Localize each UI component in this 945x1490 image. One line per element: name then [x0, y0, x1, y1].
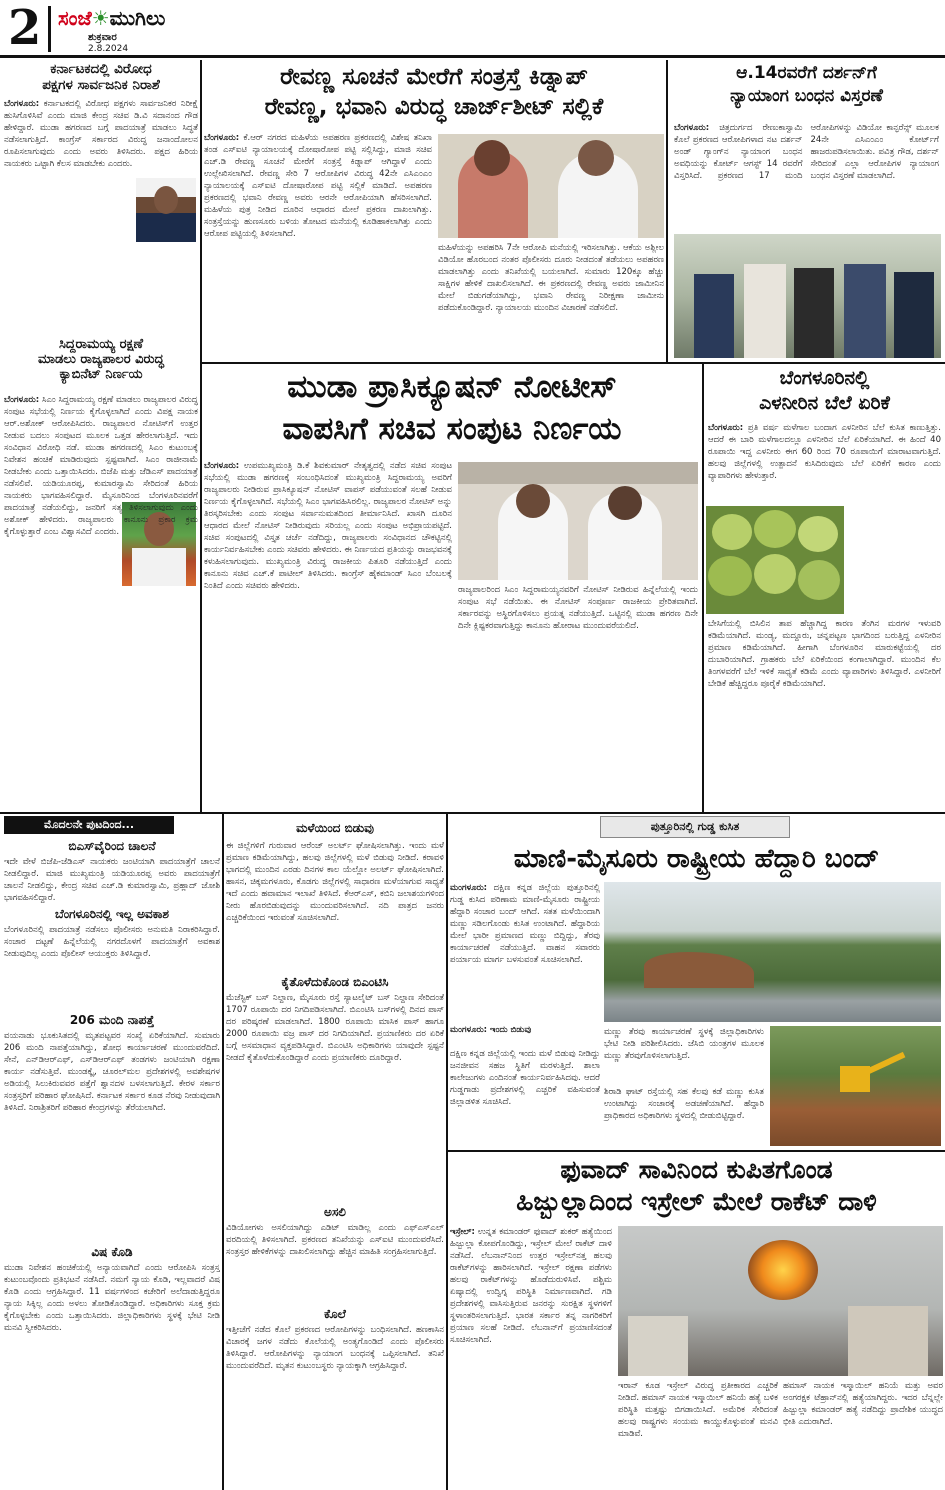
- row-divider: [0, 812, 945, 814]
- story-body-continued: ಇರಾನ್ ಕೂಡ ಇಸ್ರೇಲ್ ವಿರುದ್ಧ ಪ್ರತೀಕಾರದ ಎಚ್ಚರಿಕೆ ನೀಡಿದೆ. ಹಮಾಸ್ ನಾಯಕ ಇಸ್ಮಾಯಿಲ್ ಹನಿಯೆ ಹತ್ಯೆ ಬಳಿಕ ಪರಿಸ್ಥಿತಿ ಮತ್ತಷ್ಟು ಬಿಗಡಾಯಿಸಿದೆ. ಅಮೆರಿಕ ಸೇರಿದಂತೆ ಹಲವು ರಾಷ್ಟ್ರಗಳು ಸಂಯಮ ಕಾಯ್ದುಕೊಳ್ಳುವಂತೆ ಮನವಿ ಮಾಡಿವೆ.: [618, 1381, 778, 1439]
- masthead-divider: [48, 6, 51, 52]
- subhead: ಕೊಲೆ: [324, 1307, 346, 1321]
- body-text: ಉಪಮುಖ್ಯಮಂತ್ರಿ ಡಿ.ಕೆ ಶಿವಕುಮಾರ್ ನೇತೃತ್ವದಲ್ಲಿ ನಡೆದ ಸಚಿವ ಸಂಪುಟ ಸಭೆಯಲ್ಲಿ ಮುಡಾ ಹಗರಣಕ್ಕೆ ಸಂಬಂಧಿಸಿದಂತೆ ಮುಖ್ಯಮಂತ್ರಿ ಸಿದ್ದರಾಮಯ್ಯ ಅವರಿಗೆ ರಾಜ್ಯಪಾಲರು ನೀಡಿರುವ ಪ್ರಾಸಿಕ್ಯೂಷನ್ ನೋಟಿಸ್ ವಾಪಸ್ ಪಡೆಯುವಂತೆ ಸಲಹೆ ನೀಡುವ ನಿರ್ಣಯ ಕೈಗೊಳ್ಳಲಾಗಿದೆ. ಸಭೆಯಲ್ಲಿ ಸಿಎಂ ಭಾಗವಹಿಸಿರಲಿಲ್ಲ. ರಾಜ್ಯಪಾಲರ ನೋಟಿಸ್ ಅನ್ನು ತಿರಸ್ಕರಿಸಬೇಕು ಎಂದು ಸಂಪುಟ ಸರ್ವಾನುಮತದಿಂದ ತೀರ್ಮಾನಿಸಿದೆ. ಖಾಸಗಿ ದೂರಿನ ಆಧಾರದ ಮೇಲೆ ನೋಟಿಸ್ ನೀಡಿರುವುದು ಸರಿಯಲ್ಲ ಎಂದು ಸಂಪುಟ ಅಭಿಪ್ರಾಯಪಟ್ಟಿದೆ.: [204, 461, 452, 531]
- row-divider: [446, 1150, 945, 1152]
- story-revanna: [204, 62, 664, 360]
- headline-line: ವಾಪಸಿಗೆ ಸಚಿವ ಸಂಪುಟ ನಿರ್ಣಯ: [282, 411, 622, 447]
- story-headline: [204, 366, 700, 450]
- news-photo: [674, 234, 941, 358]
- story-body: [4, 394, 198, 808]
- subhead: ಬಿಎಸ್‌ವೈರಿಂದ ಚಾಲನೆ: [68, 839, 156, 853]
- story-headline: [450, 1154, 943, 1218]
- headline-line: ಬೆಂಗಳೂರಿನಲ್ಲಿ: [779, 367, 870, 389]
- story-bjp: [4, 62, 198, 332]
- row-divider: [200, 362, 945, 364]
- continued-strip: ಮೊದಲನೇ ಪುಟದಿಂದ...: [4, 816, 174, 834]
- story-headline: [670, 62, 943, 108]
- continued-body: ವಯನಾಡು ಭೂಕುಸಿತದಲ್ಲಿ ಮೃತಪಟ್ಟವರ ಸಂಖ್ಯೆ ಏರಿಕೆಯಾಗಿದೆ. ಸುಮಾರು 206 ಮಂದಿ ನಾಪತ್ತೆಯಾಗಿದ್ದು, ಶೋಧ ಕಾರ್ಯಾಚರಣೆ ಮುಂದುವರೆದಿದೆ. ಸೇನೆ, ಎನ್‌ಡಿಆರ್‌ಎಫ್, ಎಸ್‌ಡಿಆರ್‌ಎಫ್ ತಂಡಗಳು ಜಂಟಿಯಾಗಿ ರಕ್ಷಣಾ ಕಾರ್ಯ ನಡೆಸುತ್ತಿವೆ. ಮುಂಡಕ್ಕೈ, ಚೂರಲ್‌ಮಲ ಪ್ರದೇಶಗಳಲ್ಲಿ ಅವಶೇಷಗಳ ಅಡಿಯಲ್ಲಿ ಸಿಲುಕಿರುವವರ ಪತ್ತೆಗೆ ಶ್ವಾನದಳ ಬಳಸಲಾಗುತ್ತಿದೆ. ಕೇರಳ ಸರ್ಕಾರ ಸಂತ್ರಸ್ತರಿಗೆ ಪರಿಹಾರ ಘೋಷಿಸಿದೆ. ಕರ್ನಾಟಕ ಸರ್ಕಾರ ಕೂಡ ನೆರವು ನೀಡುವುದಾಗಿ ತಿಳಿಸಿದೆ. ನಿರಾಶ್ರಿತರಿಗೆ ಪರಿಹಾರ ಕೇಂದ್ರಗಳನ್ನು ತೆರೆಯಲಾಗಿದೆ.: [4, 1031, 220, 1113]
- subhead: ಕೈತೊಳೆದುಕೊಂಡ ಬಿಎಂಟಿಸಿ: [281, 975, 389, 989]
- headline-line: ರೇವಣ್ಣ, ಭವಾನಿ ವಿರುದ್ಧ ಚಾರ್ಜ್‌ಶೀಟ್ ಸಲ್ಲಿಕೆ: [264, 94, 604, 120]
- brand-part2: ಮುಗಿಲು: [109, 6, 166, 30]
- headline-line: ನ್ಯಾಯಾಂಗ ಬಂಧನ ವಿಸ್ತರಣೆ: [730, 86, 883, 106]
- page-number: 2: [8, 0, 42, 56]
- continued-column: [4, 816, 220, 1488]
- body-text: ಸಿಎಂ ಸಿದ್ದರಾಮಯ್ಯ ರಕ್ಷಣೆ ಮಾಡಲು ರಾಜ್ಯಪಾಲರ ವಿರುದ್ಧ ಸಂಪುಟ ಸಭೆಯಲ್ಲಿ ನಿರ್ಣಯ ಕೈಗೊಳ್ಳಲಾಗಿದೆ ಎಂದು ವಿಪಕ್ಷ ನಾಯಕ ಆರ್.ಅಶೋಕ್ ಆರೋಪಿಸಿದರು. ರಾಜ್ಯಪಾಲರ ನೋಟಿಸ್‌ಗೆ ಉತ್ತರ ನೀಡುವ ಬದಲು ಸಂಪುಟದ ಮೂಲಕ ಒತ್ತಡ ಹೇರಲಾಗುತ್ತಿದೆ. ಇದು ಸಂವಿಧಾನ ವಿರೋಧಿ ನಡೆ. ಮುಡಾ ಹಗರಣದಲ್ಲಿ ಸಿಎಂ ಕುಟುಂಬಕ್ಕೆ ನಿವೇಶನ ಹಂಚಿಕೆ ಮಾಡಿರುವುದು ಸ್ಪಷ್ಟವಾಗಿದೆ. ಸಿಎಂ ರಾಜೀನಾಮೆ ನೀಡಬೇಕು ಎಂದು ಒತ್ತಾಯಿಸಿದರು. ಬಿಜೆಪಿ ಮತ್ತು ಜೆಡಿಎಸ್ ಪಾದಯಾತ್ರೆ ನಡೆಸಲಿವೆ. ಯಡಿಯೂರಪ್ಪ, ಕುಮಾರಸ್ವಾಮಿ ಸೇರಿದಂತೆ ಹಿರಿಯ ನಾಯಕರು ಭಾಗವಹಿಸಲಿದ್ದಾರೆ. ಮೈಸೂರಿನಿಂದ ಬೆಂಗಳೂರಿನವರೆಗೆ ಪಾದಯಾತ್ರೆ ನಡೆಯಲಿದ್ದು, ಜನರಿಗೆ ಸತ್ಯ ತಿಳಿಸಲಾಗುವುದು ಎಂದು ಅಶೋಕ್ ಹೇಳಿದರು. ರಾಜ್ಯಪಾಲರು ಕಾನೂನು ಪ್ರಕಾರ ಕ್ರಮ ಕೈಗೊಳ್ಳುತ್ತಾರೆ ಎಂಬ ವಿಶ್ವಾಸವಿದೆ ಎಂದರು.: [4, 395, 198, 537]
- dateline: ಬೆಂಗಳೂರು:: [204, 133, 240, 143]
- story-body: [204, 132, 432, 358]
- body-text: ಗಡಿ ಪ್ರದೇಶಗಳಲ್ಲಿ ವಾಸಿಸುತ್ತಿರುವ ಜನರನ್ನು ಸುರಕ್ಷಿತ ಸ್ಥಳಗಳಿಗೆ ಸ್ಥಳಾಂತರಿಸಲಾಗುತ್ತಿದೆ. ಭಾರತ ಸರ್ಕಾರ ತನ್ನ ನಾಗರಿಕರಿಗೆ ಪ್ರಯಾಣ ಸಲಹೆ ನೀಡಿದೆ. ಲೆಬನಾನ್‌ಗೆ ಪ್ರಯಾಣಿಸದಂತೆ ಸೂಚಿಸಲಾಗಿದೆ.: [450, 1287, 612, 1345]
- brand-logo: [58, 6, 165, 30]
- story-body: ದಕ್ಷಿಣ ಕನ್ನಡ ಜಿಲ್ಲೆಯಲ್ಲಿ ಇಂದು ಮಳೆ ಬಿಡುವು ನೀಡಿದ್ದು ಜನಜೀವನ ಸಹಜ ಸ್ಥಿತಿಗೆ ಮರಳುತ್ತಿದೆ. ಶಾಲಾ ಕಾಲೇಜುಗಳು ಎಂದಿನಂತೆ ಕಾರ್ಯನಿರ್ವಹಿಸಿದವು. ಆದರೆ ಗುಡ್ಡಗಾಡು ಪ್ರದೇಶಗಳಲ್ಲಿ ಎಚ್ಚರಿಕೆ ವಹಿಸುವಂತೆ ಜಿಲ್ಲಾಡಳಿತ ಸೂಚಿಸಿದೆ.: [450, 1049, 600, 1107]
- story-body-continued: ಮಹಿಳೆಯನ್ನು ಅಪಹರಿಸಿ 7ನೇ ಆರೋಪಿ ಮನೆಯಲ್ಲಿ ಇರಿಸಲಾಗಿತ್ತು. ಆಕೆಯ ಅಶ್ಲೀಲ ವಿಡಿಯೋ ಹೊರಬಂದ ನಂತರ ಪೊಲೀಸರು ದೂರು ನೀಡದಂತೆ ತಡೆಯಲು ಅಪಹರಣ ಮಾಡಲಾಗಿತ್ತು ಎಂದು ತನಿಖೆಯಲ್ಲಿ ಬಯಲಾಗಿದೆ. ಸುಮಾರು 120ಕ್ಕೂ ಹೆಚ್ಚು ಸಾಕ್ಷಿಗಳ ಹೇಳಿಕೆ ದಾಖಲಿಸಲಾಗಿದೆ. ಈ ಪ್ರಕರಣದಲ್ಲಿ ರೇವಣ್ಣ ಅವರು ಜಾಮೀನಿನ ಮೇಲೆ ಬಿಡುಗಡೆಯಾಗಿದ್ದು, ಭವಾನಿ ರೇವಣ್ಣ ನಿರೀಕ್ಷಣಾ ಜಾಮೀನು ಪಡೆದುಕೊಂಡಿದ್ದಾರೆ. ನ್ಯಾಯಾಲಯ ಮುಂದಿನ ವಿಚಾರಣೆ ನಡೆಸಲಿದೆ.: [438, 243, 664, 313]
- issue-day: ಶುಕ್ರವಾರ: [88, 32, 117, 43]
- story-body: [708, 422, 941, 500]
- story-body-continued: ಶಿರಾಡಿ ಘಾಟ್ ರಸ್ತೆಯಲ್ಲಿ ಸಹ ಕೆಲವು ಕಡೆ ಮಣ್ಣು ಕುಸಿತ ಉಂಟಾಗಿದ್ದು ಸಂಚಾರಕ್ಕೆ ಅಡಚಣೆಯಾಗಿದೆ. ಹೆದ್ದಾರಿ ಪ್ರಾಧಿಕಾರದ ಅಧಿಕಾರಿಗಳು ಸ್ಥಳದಲ್ಲಿ ಬೀಡುಬಿಟ್ಟಿದ್ದಾರೆ.: [604, 1087, 764, 1121]
- story-landslide: [450, 816, 943, 1148]
- story-body-continued: ಹಮಾಸ್ ನಾಯಕ ಇಸ್ಮಾಯಿಲ್ ಹನಿಯೆ ಮತ್ತು ಅವರ ಅಂಗರಕ್ಷಕ ಟೆಹ್ರಾನ್‌ನಲ್ಲಿ ಹತ್ಯೆಯಾಗಿದ್ದರು. ಇದರ ಬೆನ್ನಲ್ಲೇ ಹಿಜ್ಬುಲ್ಲಾ ಕಮಾಂಡರ್ ಹತ್ಯೆ ನಡೆದಿದ್ದು ಪ್ರಾದೇಶಿಕ ಯುದ್ಧದ ಭೀತಿ ಎದುರಾಗಿದೆ.: [783, 1381, 943, 1427]
- story-body: [450, 1226, 612, 1488]
- headline-line: ಮುಡಾ ಪ್ರಾಸಿಕ್ಯೂಷನ್ ನೋಟೀಸ್: [287, 369, 617, 405]
- story-body: [204, 460, 452, 810]
- coconut-photo: [706, 506, 844, 614]
- story-israel: [450, 1154, 943, 1488]
- subhead: ಅಸಲಿ: [324, 1205, 346, 1219]
- body-text: ಉನ್ನತ ಕಮಾಂಡರ್ ಫುವಾದ್ ಶುಕರ್ ಹತ್ಯೆಯಿಂದ ಹಿಜ್ಬುಲ್ಲಾ ಕೋಪಗೊಂಡಿದ್ದು, ಇಸ್ರೇಲ್ ಮೇಲೆ ರಾಕೆಟ್ ದಾಳಿ ನಡೆಸಿದೆ. ಲೆಬನಾನ್‌ನಿಂದ ಉತ್ತರ ಇಸ್ರೇಲ್‌ನತ್ತ ಹಲವು ರಾಕೆಟ್‌ಗಳನ್ನು ಹಾರಿಸಲಾಗಿದೆ. ಇಸ್ರೇಲ್ ರಕ್ಷಣಾ ಪಡೆಗಳು ಹಲವು ರಾಕೆಟ್‌ಗಳನ್ನು ಹೊಡೆದುರುಳಿಸಿವೆ. ಪಶ್ಚಿಮ ಏಷ್ಯಾದಲ್ಲಿ ಉದ್ವಿಗ್ನ ಪರಿಸ್ಥಿತಿ ನಿರ್ಮಾಣವಾಗಿದೆ.: [450, 1227, 612, 1297]
- body-text: ಪ್ರತಿ ವರ್ಷ ಮಳೆಗಾಲ ಬಂದಾಗ ಎಳನೀರಿನ ಬೆಲೆ ಕುಸಿತ ಕಾಣುತ್ತಿತ್ತು. ಆದರೆ ಈ ಬಾರಿ ಮಳೆಗಾಲದಲ್ಲೂ ಎಳನೀರಿನ ಬೆಲೆ ಏರಿಕೆಯಾಗಿದೆ. ಈ ಹಿಂದೆ 40 ರೂಪಾಯಿ ಇದ್ದ ಎಳನೀರು ಈಗ 60 ರಿಂದ 70 ರೂಪಾಯಿಗೆ ಮಾರಾಟವಾಗುತ್ತಿದೆ. ಹಲವು ಜಿಲ್ಲೆಗಳಲ್ಲಿ ಉತ್ಪಾದನೆ ಕುಸಿದಿರುವುದು ಬೆಲೆ ಏರಿಕೆಗೆ ಕಾರಣ ಎಂದು ವ್ಯಾಪಾರಿಗಳು ಹೇಳುತ್ತಾರೆ.: [708, 423, 941, 481]
- story-body-side: [848, 506, 943, 614]
- photo-caption: ಮಣ್ಣು ತೆರವು ಕಾರ್ಯಾಚರಣೆ ಸ್ಥಳಕ್ಕೆ ಜಿಲ್ಲಾಧಿಕಾರಿಗಳು ಭೇಟಿ ನೀಡಿ ಪರಿಶೀಲಿಸಿದರು. ಜೆಸಿಬಿ ಯಂತ್ರಗಳ ಮೂಲಕ ಮಣ್ಣು ತೆರವುಗೊಳಿಸಲಾಗುತ್ತಿದೆ.: [604, 1027, 764, 1061]
- brand-part1: ಸಂಜೆ: [58, 6, 92, 30]
- body-text: ದಕ್ಷಿಣ ಕನ್ನಡ ಜಿಲ್ಲೆಯ ಪುತ್ತೂರಿನಲ್ಲಿ ಗುಡ್ಡ ಕುಸಿದ ಪರಿಣಾಮ ಮಾಣಿ-ಮೈಸೂರು ರಾಷ್ಟ್ರೀಯ ಹೆದ್ದಾರಿ ಸಂಚಾರ ಬಂದ್ ಆಗಿದೆ. ಸತತ ಮಳೆಯಿಂದಾಗಿ ಮಣ್ಣು ಸಡಿಲಗೊಂಡು ಕುಸಿತ ಉಂಟಾಗಿದೆ. ಹೆದ್ದಾರಿಯ ಮೇಲೆ ಭಾರೀ ಪ್ರಮಾಣದ ಮಣ್ಣು ಬಿದ್ದಿದ್ದು, ತೆರವು ಕಾರ್ಯಾಚರಣೆ ನಡೆಯುತ್ತಿದೆ. ವಾಹನ ಸವಾರರು ಪರ್ಯಾಯ ಮಾರ್ಗ ಬಳಸುವಂತೆ ಸೂಚಿಸಲಾಗಿದೆ.: [450, 883, 601, 965]
- dateline: ಬೆಂಗಳೂರು:: [4, 395, 40, 405]
- story-body-continued: ಬೇಸಿಗೆಯಲ್ಲಿ ಬಿಸಿಲಿನ ತಾಪ ಹೆಚ್ಚಾಗಿದ್ದ ಕಾರಣ ತೆಂಗಿನ ಮರಗಳ ಇಳುವರಿ ಕಡಿಮೆಯಾಗಿದೆ. ಮಂಡ್ಯ, ಮದ್ದೂರು, ಚನ್ನಪಟ್ಟಣ ಭಾಗದಿಂದ ಬರುತ್ತಿದ್ದ ಎಳನೀರಿನ ಪ್ರಮಾಣ ಕಡಿಮೆಯಾಗಿದೆ. ಹೀಗಾಗಿ ಬೆಂಗಳೂರಿನ ಮಾರುಕಟ್ಟೆಯಲ್ಲಿ ದರ ದುಬಾರಿಯಾಗಿದೆ. ಗ್ರಾಹಕರು ಬೆಲೆ ಏರಿಕೆಯಿಂದ ಕಂಗಾಲಾಗಿದ್ದಾರೆ. ಮುಂದಿನ ಕೆಲ ತಿಂಗಳವರೆಗೆ ಬೆಲೆ ಇಳಿಕೆ ಸಾಧ್ಯತೆ ಕಡಿಮೆ ಎಂದು ವ್ಯಾಪಾರಿಗಳು ತಿಳಿಸಿದ್ದಾರೆ. ಎಳನೀರಿಗೆ ಬೇಡಿಕೆ ಹೆಚ್ಚಿದ್ದರೂ ಪೂರೈಕೆ ಕಡಿಮೆಯಾಗಿದೆ.: [708, 619, 941, 689]
- subhead: 206 ಮಂದಿ ನಾಪತ್ತೆ: [69, 1013, 155, 1027]
- headline-line: ಸಿದ್ದರಾಮಯ್ಯ ರಕ್ಷಣೆ: [59, 338, 143, 352]
- column-divider: [666, 60, 668, 362]
- body-text: ಕೆ.ಆರ್ ನಗರದ ಮಹಿಳೆಯ ಅಪಹರಣ ಪ್ರಕರಣದಲ್ಲಿ ವಿಶೇಷ ತನಿಖಾ ತಂಡ ಎಸ್‌ಐಟಿ ನ್ಯಾಯಾಲಯಕ್ಕೆ ದೋಷಾರೋಪ ಪಟ್ಟಿ ಸಲ್ಲಿಸಿದ್ದು, ಮಾಜಿ ಸಚಿವ ಎಚ್.ಡಿ ರೇವಣ್ಣ ಸೂಚನೆ ಮೇರೆಗೆ ಸಂತ್ರಸ್ತೆ ಕಿಡ್ನಾಪ್ ಆಗಿದ್ದಾಳೆ ಎಂದು ಉಲ್ಲೇಖಿಸಲಾಗಿದೆ. ರೇವಣ್ಣ ಸೇರಿ 7 ಆರೋಪಿಗಳ ವಿರುದ್ಧ 42ನೇ ಎಸಿಎಂಎಂ ನ್ಯಾಯಾಲಯಕ್ಕೆ ಎಸ್‌ಐಟಿ ದೋಷಾರೋಪ ಪಟ್ಟಿ ಸಲ್ಲಿಕೆ ಮಾಡಿದೆ. ಅಪಹರಣ ಪ್ರಕರಣದಲ್ಲಿ ಭವಾನಿ ರೇವಣ್ಣ ಅವರು ಆರನೇ ಆರೋಪಿಯಾಗಿ ಹೆಸರಿಸಲಾಗಿದೆ. ಮಹಿಳೆಯ ಪುತ್ರ ನೀಡಿದ ದೂರಿನ ಆಧಾರದ ಮೇಲೆ ಪ್ರಕರಣ ದಾಖಲಾಗಿತ್ತು. ಸಂತ್ರಸ್ತೆಯನ್ನು ಹುಣಸೂರು ಬಳಿಯ ತೋಟದ ಮನೆಯಲ್ಲಿ ಕೂಡಿಹಾಕಲಾಗಿತ್ತು ಎಂದು ಆರೋಪ ಪಟ್ಟಿಯಲ್ಲಿ ತಿಳಿಸಲಾಗಿದೆ.: [204, 133, 432, 239]
- headline-line: ರೇವಣ್ಣ ಸೂಚನೆ ಮೇರೆಗೆ ಸಂತ್ರಸ್ತೆ ಕಿಡ್ನಾಪ್: [280, 64, 588, 90]
- dateline: ಇಸ್ರೇಲ್:: [450, 1227, 475, 1237]
- continued-body: ಇದೇ ವೇಳೆ ಬಿಜೆಪಿ-ಜೆಡಿಎಸ್ ನಾಯಕರು ಜಂಟಿಯಾಗಿ ಪಾದಯಾತ್ರೆಗೆ ಚಾಲನೆ ನೀಡಲಿದ್ದಾರೆ. ಮಾಜಿ ಮುಖ್ಯಮಂತ್ರಿ ಯಡಿಯೂರಪ್ಪ ಅವರು ಪಾದಯಾತ್ರೆಗೆ ಚಾಲನೆ ನೀಡಲಿದ್ದು, ಕೇಂದ್ರ ಸಚಿವ ಎಚ್.ಡಿ ಕುಮಾರಸ್ವಾಮಿ, ಪ್ರಹ್ಲಾದ್ ಜೋಶಿ ಭಾಗವಹಿಸಲಿದ್ದಾರೆ.: [4, 857, 220, 903]
- headline-line: ಆ.14ರವರೆಗೆ ದರ್ಶನ್‌ಗೆ: [736, 63, 877, 83]
- masthead: [0, 0, 945, 58]
- body-text: ಕರ್ನಾಟಕದಲ್ಲಿ ವಿರೋಧ ಪಕ್ಷಗಳು ಸಾರ್ವಜನಿಕರ ನಿರೀಕ್ಷೆ ಹುಸಿಗೊಳಿಸಿವೆ ಎಂದು ಮಾಜಿ ಕೇಂದ್ರ ಸಚಿವ ಡಿ.ವಿ ಸದಾನಂದ ಗೌಡ ಹೇಳಿದ್ದಾರೆ. ಮುಡಾ ಹಗರಣದ ಬಗ್ಗೆ ಪಾದಯಾತ್ರೆ ಮಾಡಲು ಸಿದ್ಧತೆ ನಡೆಸಲಾಗುತ್ತಿದೆ. ಕಾಂಗ್ರೆಸ್ ಸರ್ಕಾರದ ವಿರುದ್ಧ ಜನಾಂದೋಲನ ರೂಪಿಸಲಾಗುವುದು ಎಂದು ಅವರು ತಿಳಿಸಿದರು. ಪಕ್ಷದ ಹಿರಿಯ ನಾಯಕರು ಒಟ್ಟಾಗಿ ಕೆಲಸ ಮಾಡಬೇಕು ಎಂದರು.: [4, 99, 198, 169]
- body-text: ಸಚಿವ ಸಂಪುಟದಲ್ಲಿ ವಿಸ್ತೃತ ಚರ್ಚೆ ನಡೆದಿದ್ದು, ರಾಜ್ಯಪಾಲರು ಸಂವಿಧಾನದ ಚೌಕಟ್ಟಿನಲ್ಲಿ ಕಾರ್ಯನಿರ್ವಹಿಸಬೇಕು ಎಂದು ಸಚಿವರು ಹೇಳಿದರು. ಈ ನಿರ್ಣಯದ ಪ್ರತಿಯನ್ನು ರಾಜಭವನಕ್ಕೆ ಕಳುಹಿಸಲಾಗುವುದು. ಮುಖ್ಯಮಂತ್ರಿ ವಿರುದ್ಧ ರಾಜಕೀಯ ಪಿತೂರಿ ನಡೆಯುತ್ತಿದೆ ಎಂದು ಕಾನೂನು ಸಚಿವ ಎಚ್.ಕೆ ಪಾಟೀಲ್ ತಿಳಿಸಿದರು. ಕಾಂಗ್ರೆಸ್ ಹೈಕಮಾಂಡ್ ಸಿಎಂ ಬೆಂಬಲಕ್ಕೆ ನಿಂತಿದೆ ಎಂದು ಸಚಿವರು ಹೇಳಿದರು.: [204, 533, 452, 591]
- story-governor: [4, 338, 198, 810]
- story-headline: [204, 62, 664, 122]
- column-divider: [200, 60, 202, 812]
- subhead: ಮಂಗಳೂರು: ಇಂದು ಬಿಡುವು: [450, 1025, 532, 1035]
- story-muda: [204, 366, 700, 810]
- subhead: ಮಳೆಯಿಂದ ಬಿಡುವು: [296, 821, 374, 835]
- headline-line: ಹಿಜ್ಬುಲ್ಲಾದಿಂದ ಇಸ್ರೇಲ್ ಮೇಲೆ ರಾಕೆಟ್ ದಾಳಿ: [516, 1187, 877, 1216]
- dateline: ಬೆಂಗಳೂರು:: [4, 99, 40, 109]
- story-body: [674, 122, 939, 230]
- story-headline: [706, 366, 943, 416]
- dateline: ಬೆಂಗಳೂರು:: [204, 461, 240, 471]
- issue-date: 2.8.2024: [88, 44, 129, 54]
- column-divider: [222, 814, 224, 1490]
- story-headline: [4, 62, 198, 93]
- story-body-continued: ರಾಜ್ಯಪಾಲರಿಂದ ಸಿಎಂ ಸಿದ್ದರಾಮಯ್ಯನವರಿಗೆ ನೋಟಿಸ್ ನೀಡಿರುವ ಹಿನ್ನೆಲೆಯಲ್ಲಿ ಇಂದು ಸಂಪುಟ ಸಭೆ ನಡೆಯಿತು. ಈ ನೋಟಿಸ್ ಸಂಪೂರ್ಣ ರಾಜಕೀಯ ಪ್ರೇರಿತವಾಗಿದೆ. ಸರ್ಕಾರವನ್ನು ಅಸ್ಥಿರಗೊಳಿಸಲು ಪ್ರಯತ್ನ ನಡೆಯುತ್ತಿದೆ. ಒಟ್ಟಿನಲ್ಲಿ ಮುಡಾ ಹಗರಣ ದಿನೇ ದಿನೇ ಕ್ಲಿಷ್ಟಕರವಾಗುತ್ತಿದ್ದು ಕಾನೂನು ಹೋರಾಟ ಮುಂದುವರೆಯಲಿದೆ.: [458, 585, 698, 631]
- headline-line: ಕ್ಯಾಬಿನೆಟ್ ನಿರ್ಣಯ: [59, 366, 143, 382]
- story-headline: [4, 338, 198, 383]
- subhead: ವಿಷ ಕೊಡಿ: [91, 1245, 133, 1259]
- story-rain: [226, 816, 444, 1488]
- headline-line: ಕರ್ನಾಟಕದಲ್ಲಿ ವಿರೋಧ: [50, 62, 152, 77]
- rocket-strike-photo: [618, 1226, 943, 1376]
- dateline: ಬೆಂಗಳೂರು:: [708, 423, 744, 433]
- dateline: ಬೆಂಗಳೂರು:: [674, 123, 710, 133]
- excavator-photo: [770, 1026, 941, 1146]
- story-body: ಈ ಜಿಲ್ಲೆಗಳಿಗೆ ಗುರುವಾರ ಆರೆಂಜ್ ಅಲರ್ಟ್ ಘೋಷಿಸಲಾಗಿತ್ತು. ಇಂದು ಮಳೆ ಪ್ರಮಾಣ ಕಡಿಮೆಯಾಗಿದ್ದು, ಹಲವು ಜಿಲ್ಲೆಗಳಲ್ಲಿ ಮಳೆ ಬಿಡುವು ನೀಡಿದೆ. ಕರಾವಳಿ ಭಾಗದಲ್ಲಿ ಮುಂದಿನ ಎರಡು ದಿನಗಳ ಕಾಲ ಯೆಲ್ಲೋ ಅಲರ್ಟ್ ಘೋಷಿಸಲಾಗಿದೆ. ಹಾಸನ, ಚಿಕ್ಕಮಗಳೂರು, ಕೊಡಗು ಜಿಲ್ಲೆಗಳಲ್ಲಿ ಸಾಧಾರಣ ಮಳೆಯಾಗುವ ಸಾಧ್ಯತೆ ಇದೆ ಎಂದು ಹವಾಮಾನ ಇಲಾಖೆ ತಿಳಿಸಿದೆ. ಕೆಆರ್‌ಎಸ್, ಕಬಿನಿ ಜಲಾಶಯಗಳಿಂದ ನೀರು ಹೊರಬಿಡುವುದನ್ನು ಮುಂದುವರಿಸಲಾಗಿದೆ. ನದಿ ಪಾತ್ರದ ಜನರು ಎಚ್ಚರಿಕೆಯಿಂದ ಇರುವಂತೆ ಸೂಚಿಸಲಾಗಿದೆ.: [226, 841, 444, 923]
- column-divider: [446, 814, 448, 1490]
- story-darshan: [670, 62, 943, 360]
- continued-body: ಬೆಂಗಳೂರಿನಲ್ಲಿ ಪಾದಯಾತ್ರೆ ನಡೆಸಲು ಪೊಲೀಸರು ಅನುಮತಿ ನಿರಾಕರಿಸಿದ್ದಾರೆ. ಸಂಚಾರ ದಟ್ಟಣೆ ಹಿನ್ನೆಲೆಯಲ್ಲಿ ನಗರದೊಳಗೆ ಪಾದಯಾತ್ರೆಗೆ ಅವಕಾಶ ನೀಡುವುದಿಲ್ಲ ಎಂದು ಪೊಲೀಸ್ ಆಯುಕ್ತರು ತಿಳಿಸಿದ್ದಾರೆ.: [4, 925, 220, 959]
- story-body: [4, 98, 198, 330]
- news-photo: [438, 134, 664, 238]
- story-body: ಮೆಜೆಸ್ಟಿಕ್ ಬಸ್ ನಿಲ್ದಾಣ, ಮೈಸೂರು ರಸ್ತೆ ಸ್ಯಾಟಲೈಟ್ ಬಸ್ ನಿಲ್ದಾಣ ಸೇರಿದಂತೆ 1707 ರೂಪಾಯಿ ದರ ನಿಗದಿಪಡಿಸಲಾಗಿದೆ. ಬಿಎಂಟಿಸಿ ಬಸ್‌ಗಳಲ್ಲಿ ದಿನದ ಪಾಸ್ ದರ ಪರಿಷ್ಕರಣೆ ಮಾಡಲಾಗಿದೆ. 1800 ರೂಪಾಯಿ ಮಾಸಿಕ ಪಾಸ್ ಹಾಗೂ 2000 ರೂಪಾಯಿ ವಜ್ರ ಪಾಸ್ ದರ ನಿಗದಿಯಾಗಿದೆ. ಪ್ರಯಾಣಿಕರು ದರ ಏರಿಕೆ ಬಗ್ಗೆ ಅಸಮಾಧಾನ ವ್ಯಕ್ತಪಡಿಸಿದ್ದಾರೆ. ಬಿಎಂಟಿಸಿ ಅಧಿಕಾರಿಗಳು ಯಾವುದೇ ಸ್ಪಷ್ಟನೆ ನೀಡದೆ ಕೈತೊಳೆದುಕೊಂಡಿದ್ದಾರೆ ಎಂದು ಪ್ರಯಾಣಿಕರು ದೂರಿದ್ದಾರೆ.: [226, 993, 444, 1063]
- story-coconut: [706, 366, 943, 810]
- landslide-photo: [604, 882, 941, 1022]
- story-body: ವಿಡಿಯೋಗಳು ಅಸಲಿಯಾಗಿದ್ದು ಎಡಿಟ್ ಮಾಡಿಲ್ಲ ಎಂದು ಎಫ್‌ಎಸ್‌ಎಲ್ ವರದಿಯಲ್ಲಿ ತಿಳಿಸಲಾಗಿದೆ. ಪ್ರಕರಣದ ತನಿಖೆಯನ್ನು ಎಸ್‌ಐಟಿ ಮುಂದುವರೆಸಿದೆ. ಸಂತ್ರಸ್ತರ ಹೇಳಿಕೆಗಳನ್ನು ದಾಖಲಿಸಲಾಗಿದ್ದು ಹೆಚ್ಚಿನ ಮಾಹಿತಿ ಸಂಗ್ರಹಿಸಲಾಗುತ್ತಿದೆ.: [226, 1223, 444, 1257]
- subhead: ಬೆಂಗಳೂರಿನಲ್ಲಿ ಇಲ್ಲ ಅವಕಾಶ: [55, 907, 169, 921]
- sun-icon: ☀: [91, 6, 110, 30]
- kicker-tag: ಪುತ್ತೂರಿನಲ್ಲಿ ಗುಡ್ಡ ಕುಸಿತ: [600, 816, 790, 838]
- column-divider: [702, 364, 704, 812]
- body-text: ಚಿತ್ರದುರ್ಗದ ರೇಣುಕಾಸ್ವಾಮಿ ಕೊಲೆ ಪ್ರಕರಣದ ಆರೋಪಿಗಳಾದ ನಟ ದರ್ಶನ್ ಅಂಡ್ ಗ್ಯಾಂಗ್‌ನ ನ್ಯಾಯಾಂಗ ಬಂಧನ ಅವಧಿಯನ್ನು ಕೋರ್ಟ್ ಆಗಸ್ಟ್ 14 ರವರೆಗೆ ವಿಸ್ತರಿಸಿದೆ. ಪ್ರಕರಣದ 17 ಮಂದಿ ಆರೋಪಿಗಳನ್ನು ವಿಡಿಯೋ ಕಾನ್ಫರೆನ್ಸ್ ಮೂಲಕ 24ನೇ ಎಸಿಎಂಎಂ ಕೋರ್ಟ್‌ಗೆ ಹಾಜರುಪಡಿಸಲಾಯಿತು. ಪವಿತ್ರ ಗೌಡ, ದರ್ಶನ್ ಸೇರಿದಂತೆ ಎಲ್ಲಾ ಆರೋಪಿಗಳ ನ್ಯಾಯಾಂಗ ಬಂಧನ ವಿಸ್ತರಣೆ ಮಾಡಲಾಗಿದೆ.: [674, 123, 939, 181]
- headline-line: ಪಕ್ಷಗಳ ಸಾರ್ವಜನಿಕ ನಿರಾಶೆ: [42, 76, 160, 93]
- story-body: ಇತ್ತೀಚೆಗೆ ನಡೆದ ಕೊಲೆ ಪ್ರಕರಣದ ಆರೋಪಿಗಳನ್ನು ಬಂಧಿಸಲಾಗಿದೆ. ಹಣಕಾಸಿನ ವಿಚಾರಕ್ಕೆ ಜಗಳ ನಡೆದು ಕೊಲೆಯಲ್ಲಿ ಅಂತ್ಯಗೊಂಡಿದೆ ಎಂದು ಪೊಲೀಸರು ತಿಳಿಸಿದ್ದಾರೆ. ಆರೋಪಿಗಳನ್ನು ನ್ಯಾಯಾಂಗ ಬಂಧನಕ್ಕೆ ಒಪ್ಪಿಸಲಾಗಿದೆ. ತನಿಖೆ ಮುಂದುವರೆದಿದೆ. ಮೃತನ ಕುಟುಂಬಸ್ಥರು ನ್ಯಾಯಕ್ಕಾಗಿ ಆಗ್ರಹಿಸಿದ್ದಾರೆ.: [226, 1325, 444, 1371]
- headline-line: ಮಾಡಲು ರಾಜ್ಯಪಾಲರ ವಿರುದ್ಧ: [38, 351, 164, 367]
- news-photo: [458, 462, 698, 580]
- continued-body: ಮುಡಾ ನಿವೇಶನ ಹಂಚಿಕೆಯಲ್ಲಿ ಅನ್ಯಾಯವಾಗಿದೆ ಎಂದು ಆರೋಪಿಸಿ ಸಂತ್ರಸ್ತ ಕುಟುಂಬವೊಂದು ಪ್ರತಿಭಟನೆ ನಡೆಸಿದೆ. ನಮಗೆ ನ್ಯಾಯ ಕೊಡಿ, ಇಲ್ಲವಾದರೆ ವಿಷ ಕೊಡಿ ಎಂದು ಆಗ್ರಹಿಸಿದ್ದಾರೆ. 11 ವರ್ಷಗಳಿಂದ ಕಚೇರಿಗೆ ಅಲೆದಾಡುತ್ತಿದ್ದರೂ ನ್ಯಾಯ ಸಿಕ್ಕಿಲ್ಲ ಎಂದು ಅಳಲು ತೋಡಿಕೊಂಡಿದ್ದಾರೆ. ಅಧಿಕಾರಿಗಳು ಸೂಕ್ತ ಕ್ರಮ ಕೈಗೊಳ್ಳಬೇಕು ಎಂದು ಒತ್ತಾಯಿಸಿದರು. ಜಿಲ್ಲಾಧಿಕಾರಿಗಳು ಸ್ಥಳಕ್ಕೆ ಭೇಟಿ ನೀಡಿ ಮನವಿ ಸ್ವೀಕರಿಸಿದರು.: [4, 1263, 220, 1333]
- dateline: ಮಂಗಳೂರು:: [450, 883, 488, 893]
- headline-line: ಎಳನೀರಿನ ಬೆಲೆ ಏರಿಕೆ: [759, 392, 890, 414]
- story-body: [450, 882, 600, 1020]
- headline-line: ಫುವಾದ್ ಸಾವಿನಿಂದ ಕುಪಿತಗೊಂಡ: [560, 1155, 833, 1184]
- story-headline: ಮಾಣಿ-ಮೈಸೂರು ರಾಷ್ಟ್ರೀಯ ಹೆದ್ದಾರಿ ಬಂದ್: [513, 844, 880, 874]
